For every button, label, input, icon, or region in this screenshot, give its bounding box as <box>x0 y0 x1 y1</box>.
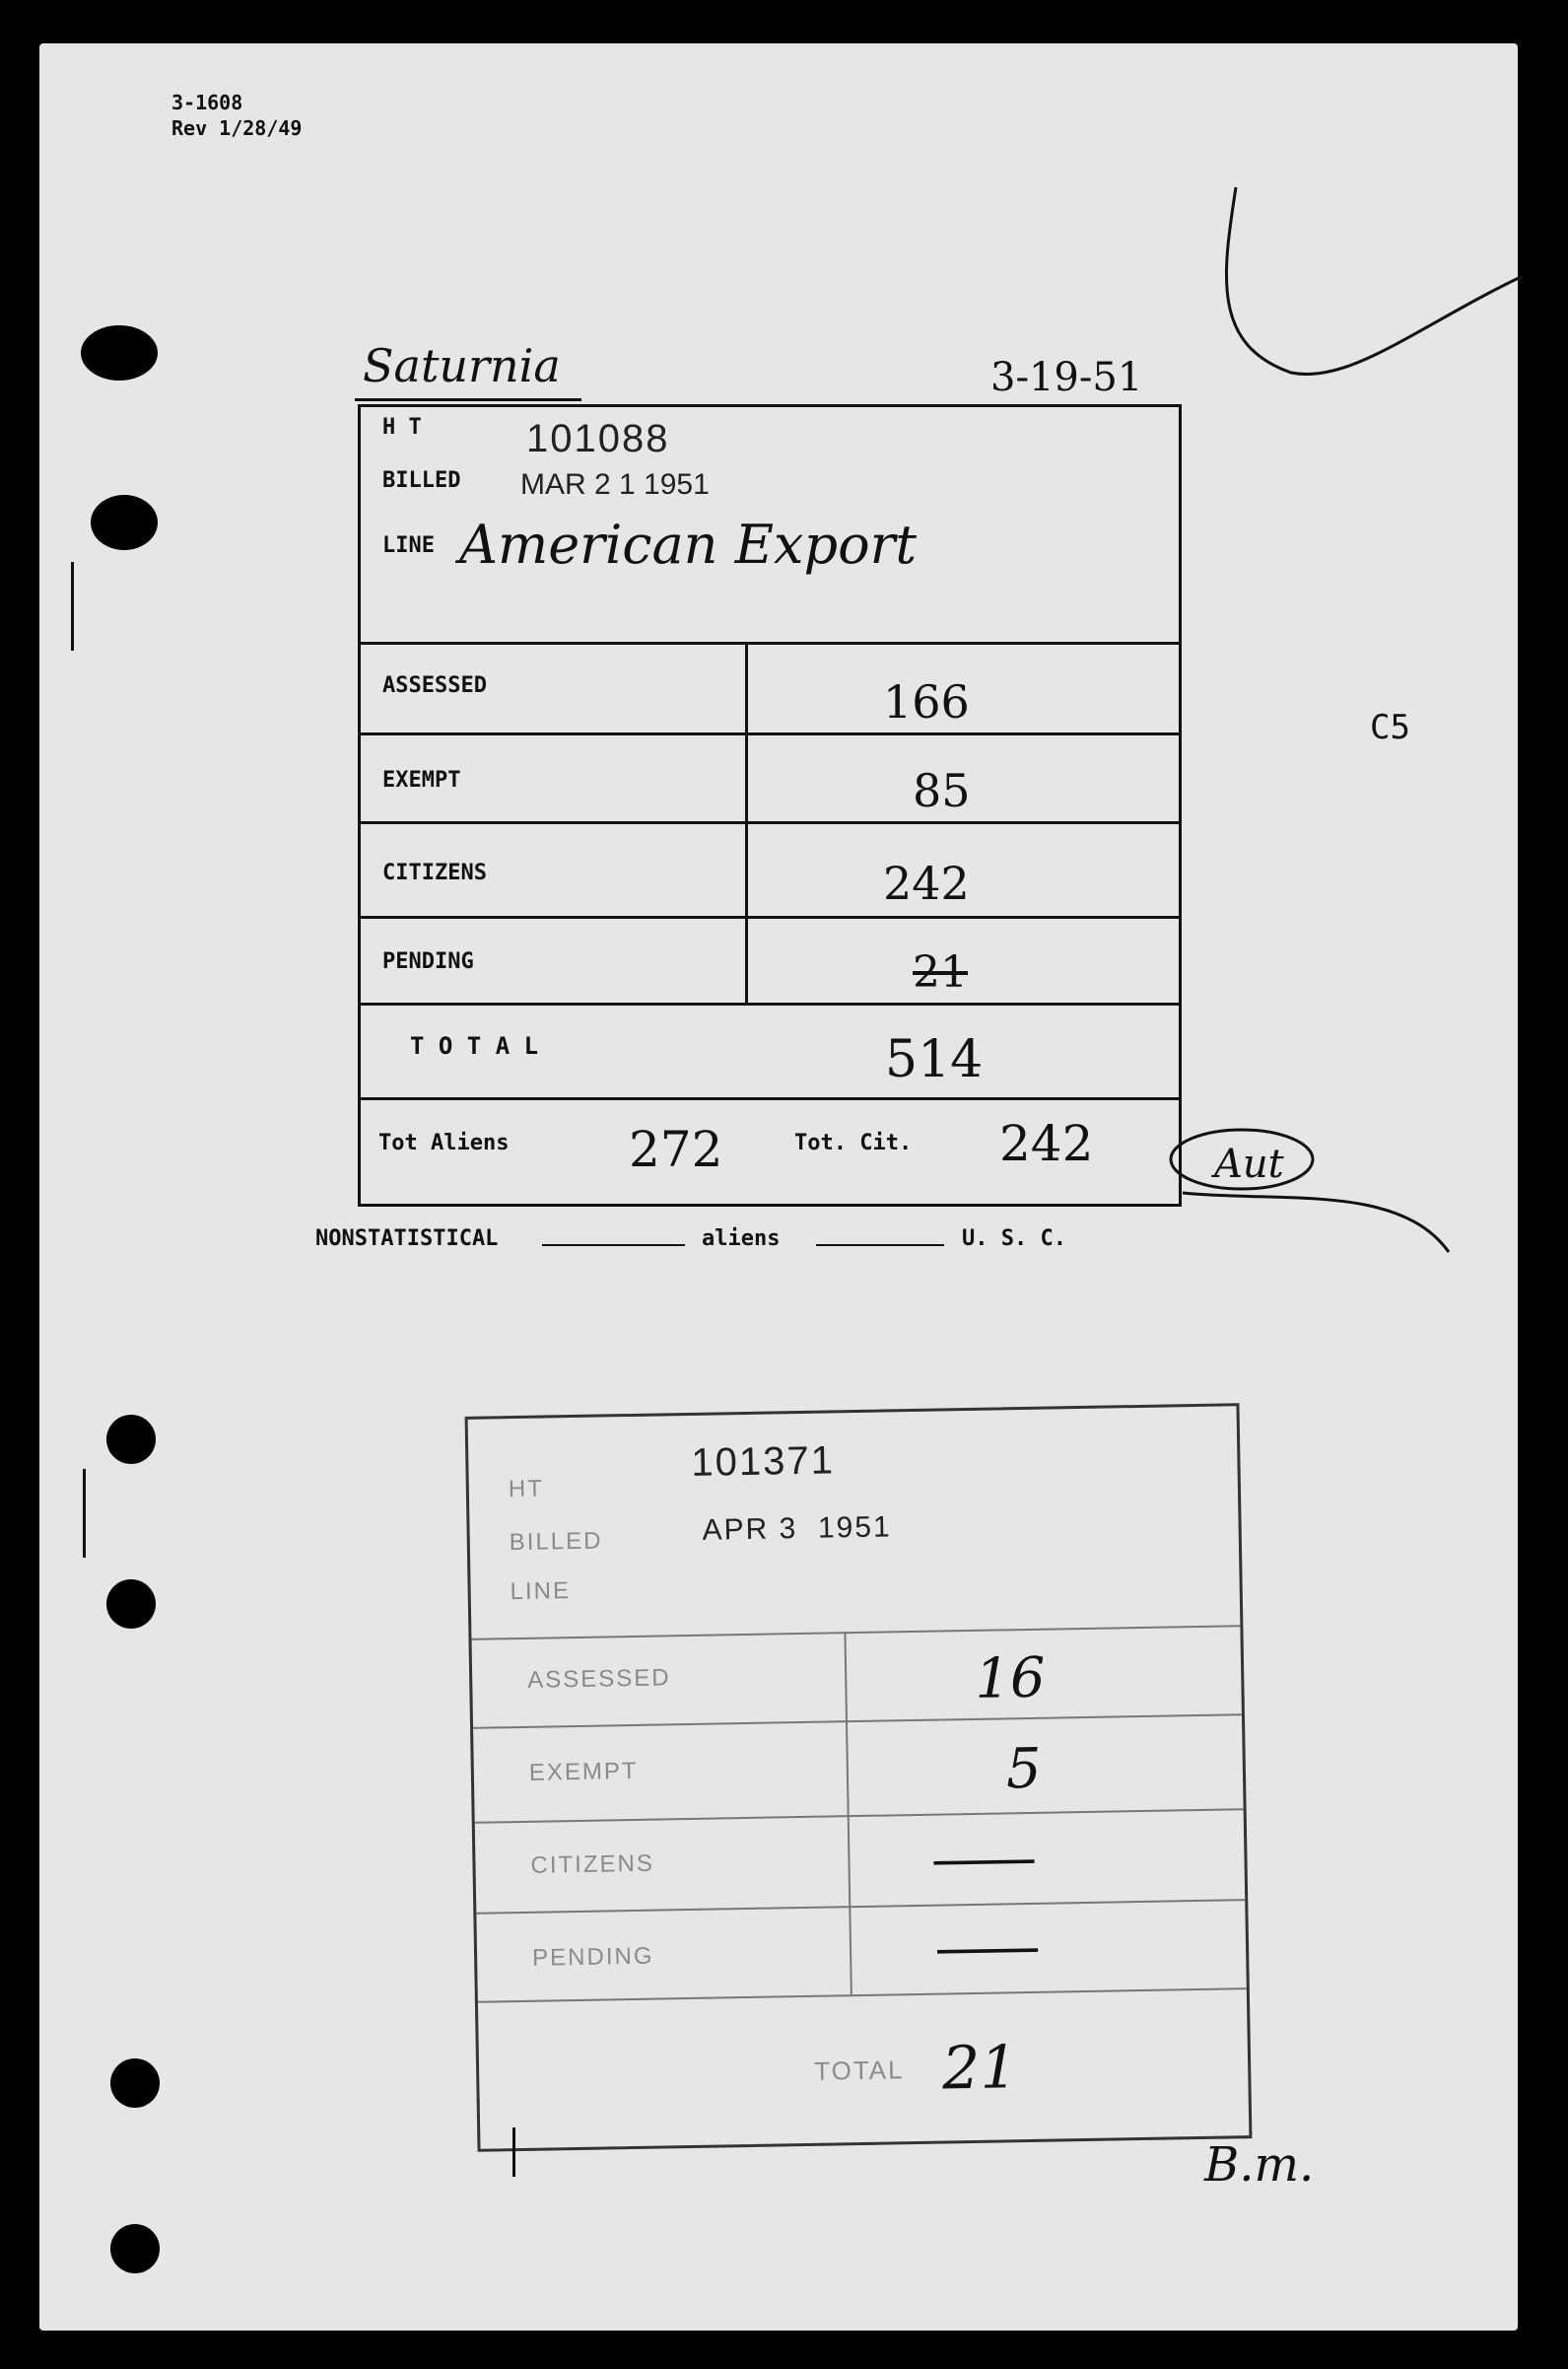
line-label: LINE <box>382 533 435 558</box>
assessed-label: ASSESSED <box>526 1664 671 1694</box>
total-label: TOTAL <box>813 2055 905 2086</box>
ht-number: 101371 <box>691 1438 836 1485</box>
total-value: 21 <box>941 2033 1019 2104</box>
pending-value: — <box>931 1914 1044 1981</box>
usc-label: U. S. C. <box>962 1226 1066 1251</box>
pending-value: 21 <box>913 947 968 998</box>
assessed-label: ASSESSED <box>382 673 487 698</box>
form-revision: Rev 1/28/49 <box>171 116 303 140</box>
tot-cit-value: 242 <box>999 1115 1094 1172</box>
initials-bottom: B.m. <box>1204 2137 1315 2193</box>
row-divider <box>473 1713 1242 1729</box>
aliens-label: aliens <box>702 1226 781 1251</box>
billed-date: APR 3 1951 <box>702 1510 892 1547</box>
ht-number: 101088 <box>526 417 670 460</box>
citizens-label: CITIZENS <box>382 861 487 885</box>
tot-aliens-value: 272 <box>629 1121 723 1178</box>
punch-hole <box>91 495 158 550</box>
pending-label: PENDING <box>382 949 474 974</box>
nonstatistical-label: NONSTATISTICAL <box>315 1226 499 1251</box>
form-number: 3-1608 <box>171 91 243 114</box>
punch-hole <box>106 1579 156 1629</box>
row-divider <box>361 1097 1179 1100</box>
row-divider <box>361 916 1179 919</box>
line-value: American Export <box>459 514 918 576</box>
row-divider <box>471 1625 1240 1640</box>
tot-cit-label: Tot. Cit. <box>794 1131 913 1155</box>
margin-mark <box>512 2127 515 2177</box>
billed-date: MAR 2 1 1951 <box>520 468 710 501</box>
row-divider <box>476 1899 1245 1915</box>
total-value: 514 <box>885 1030 984 1089</box>
row-divider <box>361 821 1179 824</box>
citizens-value: — <box>927 1825 1041 1892</box>
line-label: LINE <box>510 1577 572 1606</box>
blank-line <box>816 1244 944 1246</box>
punch-hole <box>110 2224 160 2273</box>
punch-hole <box>110 2058 160 2108</box>
ht-card-1 <box>358 404 1182 1207</box>
column-divider <box>745 642 748 1003</box>
margin-mark <box>71 562 74 651</box>
row-divider <box>361 1003 1179 1006</box>
total-label: T O T A L <box>410 1032 539 1060</box>
punch-hole <box>81 325 158 381</box>
row-divider <box>361 642 1179 645</box>
row-divider <box>475 1808 1244 1824</box>
ht-label: HT <box>508 1475 545 1503</box>
blank-line <box>542 1244 685 1246</box>
billed-label: BILLED <box>509 1527 603 1557</box>
exempt-value: 5 <box>1005 1736 1043 1802</box>
citizens-value: 242 <box>883 857 970 910</box>
ship-name: Saturnia <box>363 339 561 392</box>
billed-label: BILLED <box>382 468 461 493</box>
side-mark: C5 <box>1370 708 1410 747</box>
initials-mid: Aut <box>1214 1142 1284 1187</box>
row-divider <box>478 1987 1247 2003</box>
ht-label: H T <box>382 415 422 440</box>
initials-mid-loop <box>1163 1124 1459 1262</box>
row-divider <box>361 732 1179 735</box>
exempt-label: EXEMPT <box>382 768 461 793</box>
punch-hole <box>106 1415 156 1464</box>
pending-label: PENDING <box>531 1942 654 1972</box>
assessed-value: 16 <box>974 1645 1047 1711</box>
exempt-label: EXEMPT <box>528 1757 639 1786</box>
citizens-label: CITIZENS <box>530 1849 655 1879</box>
exempt-value: 85 <box>913 764 971 817</box>
column-divider <box>844 1632 852 1994</box>
form-date: 3-19-51 <box>990 355 1143 400</box>
underline <box>355 398 581 401</box>
pen-mark-curve <box>1202 177 1528 394</box>
margin-mark <box>83 1469 86 1558</box>
tot-aliens-label: Tot Aliens <box>378 1131 510 1155</box>
ht-card-2 <box>465 1403 1253 2152</box>
assessed-value: 166 <box>883 675 970 729</box>
